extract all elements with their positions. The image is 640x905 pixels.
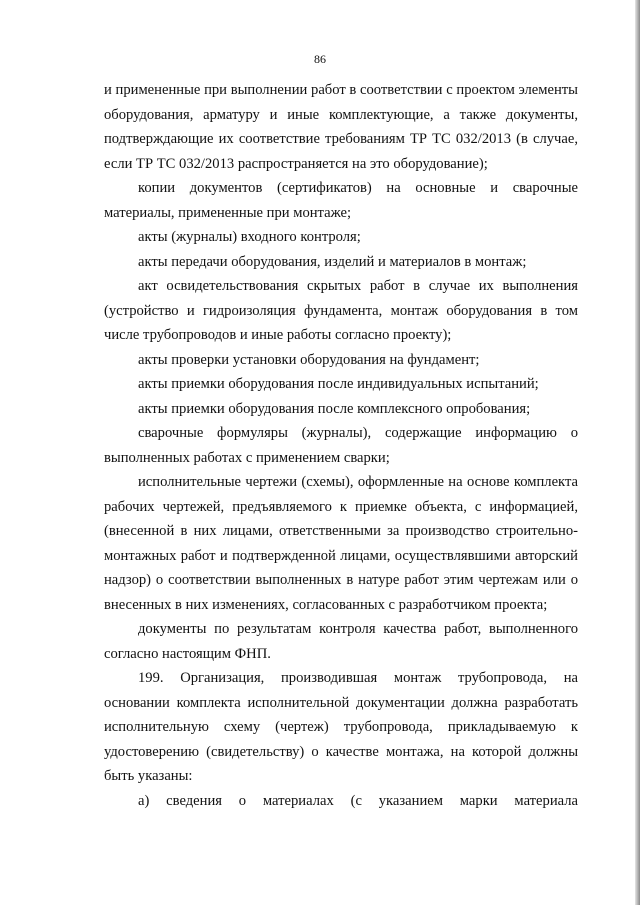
list-item-a-materials: а) сведения о материалах (с указанием марки материала [138, 792, 578, 809]
paragraph-transfer-acts: акты передачи оборудования, изделий и материалов в монтаж; [138, 253, 527, 270]
paragraph-foundation-check-acts: акты проверки установки оборудования на фундамент; [138, 351, 480, 368]
paragraph-quality-control-documents: документы по результатам контроля качества работ, выполненного согласно настоящим ФНП. [104, 621, 578, 662]
paragraph-input-control-acts: акты (журналы) входного контроля; [138, 229, 361, 245]
document-body [104, 78, 578, 813]
scan-edge-shadow [635, 0, 640, 905]
paragraph-certificates-copies: копии документов (сертификатов) на основные и сварочные материалы, примененные при монтаже; [104, 180, 578, 221]
paragraph-equipment-documents: и примененные при выполнении работ в соответствии с проектом элементы оборудования, арматуру и иные комплектующие, а также документы, подтверждающие их соответствие требованиям ТР ТС 032/2013 (в случае, если ТР ТС 032/2013 распространяется на это оборудование); [104, 82, 578, 172]
paragraph-complex-testing-acts: акты приемки оборудования после комплексного опробования; [138, 400, 531, 417]
paragraph-clause-199: 199. Организация, производившая монтаж трубопровода, на основании комплекта исполнительной документации должна разработать исполнительную схему (чертеж) трубопровода, прикладываемую к удостоверению (свидетельству) о качестве монтажа, на которой должны быть указаны: [104, 670, 578, 784]
page-number: 86 [314, 52, 326, 66]
paragraph-as-built-drawings: исполнительные чертежи (схемы), оформленные на основе комплекта рабочих чертежей, предъявляемого к приемке объекта, с информацией, (внесенной в них лицами, ответственными за производство строительно-монтажных работ и подтвержденной лицами, осуществлявшими авторский надзор) о соответствии выполненных в натуре работ этим чертежам или о внесенных в них изменениях, согласованных с разработчиком проекта; [104, 474, 578, 613]
paragraph-welding-forms: сварочные формуляры (журналы), содержащие информацию о выполненных работах с применением сварки; [104, 425, 578, 466]
paragraph-individual-tests-acts: акты приемки оборудования после индивидуальных испытаний; [138, 376, 539, 392]
paragraph-hidden-works-act: акт освидетельствования скрытых работ в случае их выполнения (устройство и гидроизоляция фундамента, монтаж оборудования в том числе трубопроводов и иные работы согласно проекту); [104, 278, 578, 343]
